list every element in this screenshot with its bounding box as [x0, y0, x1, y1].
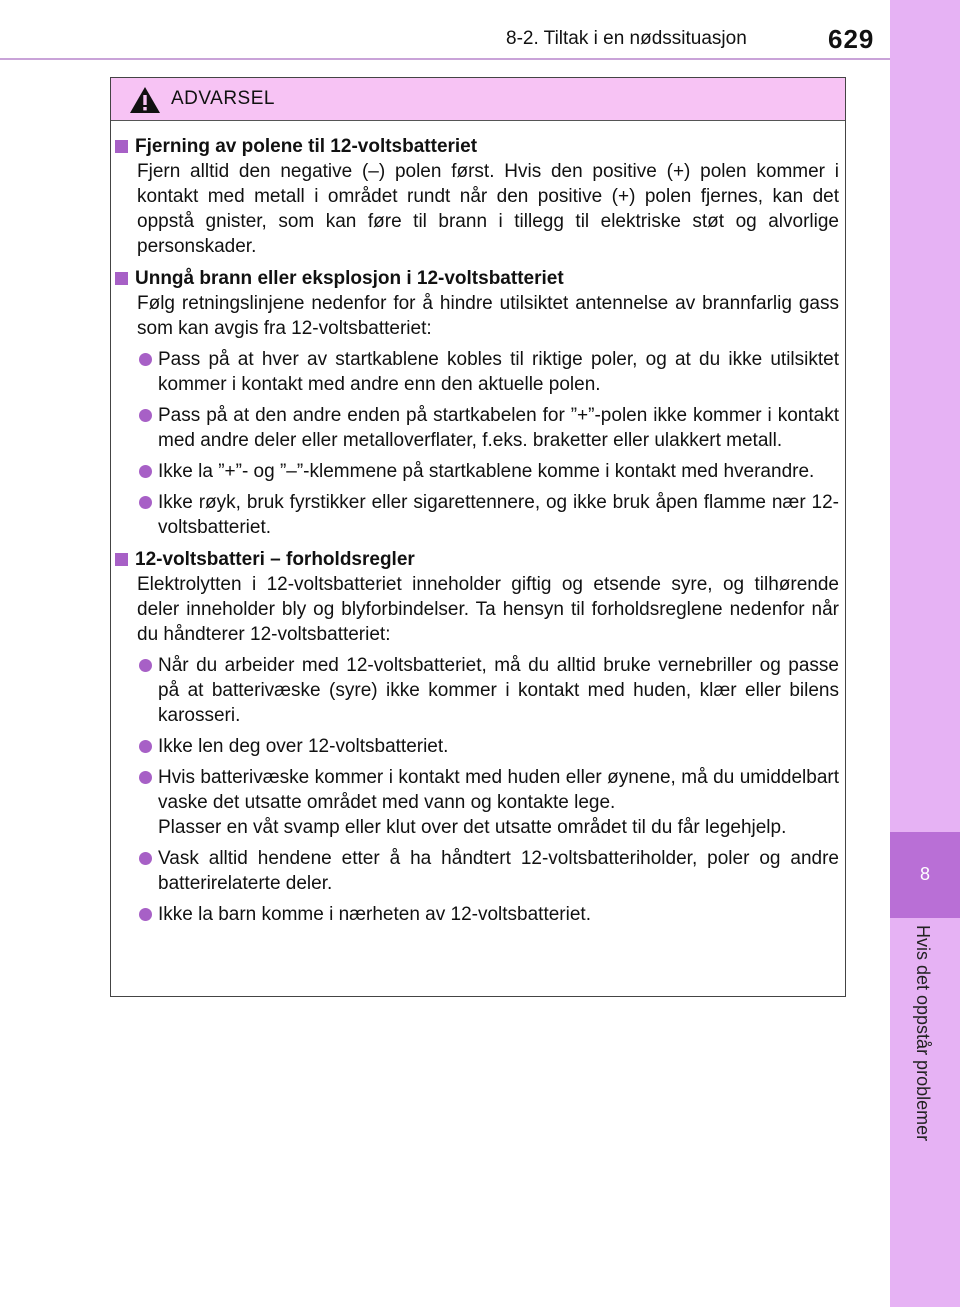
section-title: 8-2. Tiltak i en nødssituasjon	[506, 28, 747, 49]
circle-bullet-icon	[139, 353, 152, 366]
list-item	[139, 765, 839, 840]
section-heading-text: Unngå brann eller eksplosjon i 12-voltsbatteriet	[135, 268, 564, 289]
chapter-number: 8	[919, 864, 930, 884]
circle-bullet-icon	[139, 908, 152, 921]
circle-bullet-icon	[139, 740, 152, 753]
list-item	[139, 846, 839, 896]
list-item	[139, 403, 839, 453]
section-intro: Følg retningslinjene nedenfor for å hindre utilsiktet antennelse av brannfarlig gass som kan avgis fra 12-voltsbatteriet:	[137, 293, 839, 339]
circle-bullet-icon	[139, 465, 152, 478]
warning-label: ADVARSEL	[171, 88, 275, 109]
section-heading-text: 12-voltsbatteri – forholdsregler	[135, 549, 415, 570]
section-heading-text: Fjerning av polene til 12-voltsbatteriet	[135, 136, 478, 157]
circle-bullet-icon	[139, 771, 152, 784]
warning-box	[110, 77, 846, 997]
list-item	[139, 347, 839, 397]
list-item	[139, 490, 839, 540]
square-bullet-icon	[115, 140, 128, 153]
list-item-text: Vask alltid hendene etter å ha håndtert 12-voltsbatteriholder, poler og andre batterirelaterte deler.	[158, 848, 839, 894]
page-number: 629	[828, 24, 875, 54]
section-intro: Fjern alltid den negative (–) polen først. Hvis den positive (+) polen kommer i kontakt med metall i området rundt når den positive (+) polen fjernes, kan det oppstå gnister, som kan føre til brann i tillegg til elektriske støt og alvorlige personskader.	[137, 161, 839, 257]
square-bullet-icon	[115, 553, 128, 566]
list-item	[139, 734, 839, 759]
circle-bullet-icon	[139, 852, 152, 865]
circle-bullet-icon	[139, 409, 152, 422]
list-item	[139, 902, 839, 927]
section-heading	[115, 266, 839, 291]
list-item-text: Pass på at den andre enden på startkabelen for ”+”-polen ikke kommer i kontakt med andre deler eller metalloverflater, f.eks. braketter eller ulakkert metall.	[158, 405, 839, 451]
list-item-text: Ikke la barn komme i nærheten av 12-voltsbatteriet.	[158, 904, 591, 925]
list-item	[139, 653, 839, 728]
warning-section	[115, 547, 839, 927]
chapter-number-box	[890, 832, 960, 918]
section-intro: Elektrolytten i 12-voltsbatteriet inneholder giftig og etsende syre, og tilhørende deler inneholder bly og blyforbindelser. Ta hensyn til forholdsreglene nedenfor når du håndterer 12-voltsbatteriet:	[137, 574, 839, 645]
chapter-title: Hvis det oppstår problemer	[913, 925, 933, 1142]
list-item	[139, 459, 839, 484]
warning-header	[111, 78, 845, 121]
list-item-text: Ikke la ”+”- og ”–”-klemmene på startkablene komme i kontakt med hverandre.	[158, 461, 815, 482]
list-item-text: Hvis batterivæske kommer i kontakt med huden eller øynene, må du umiddelbart vaske det utsatte området med vann og kontakte lege. Plasser en våt svamp eller klut over det utsatte området til du får legehjelp.	[158, 767, 839, 838]
section-heading	[115, 547, 839, 572]
list-item-text: Ikke len deg over 12-voltsbatteriet.	[158, 736, 449, 757]
square-bullet-icon	[115, 272, 128, 285]
list-item-text: Ikke røyk, bruk fyrstikker eller sigarettennere, og ikke bruk åpen flamme nær 12-voltsbatteriet.	[158, 492, 839, 538]
list-item-text: Pass på at hver av startkablene kobles til riktige poler, og at du ikke utilsiktet kommer i kontakt med andre enn den aktuelle polen.	[158, 349, 839, 395]
circle-bullet-icon	[139, 659, 152, 672]
warning-content	[115, 134, 839, 934]
section-heading	[115, 134, 839, 159]
circle-bullet-icon	[139, 496, 152, 509]
list-item-text: Når du arbeider med 12-voltsbatteriet, må du alltid bruke vernebriller og passe på at batterivæske (syre) ikke kommer i kontakt med huden, klær eller bilens karosseri.	[158, 655, 839, 726]
warning-section	[115, 134, 839, 259]
warning-section	[115, 266, 839, 540]
warning-triangle-icon	[129, 86, 161, 114]
header-rule	[0, 58, 890, 60]
